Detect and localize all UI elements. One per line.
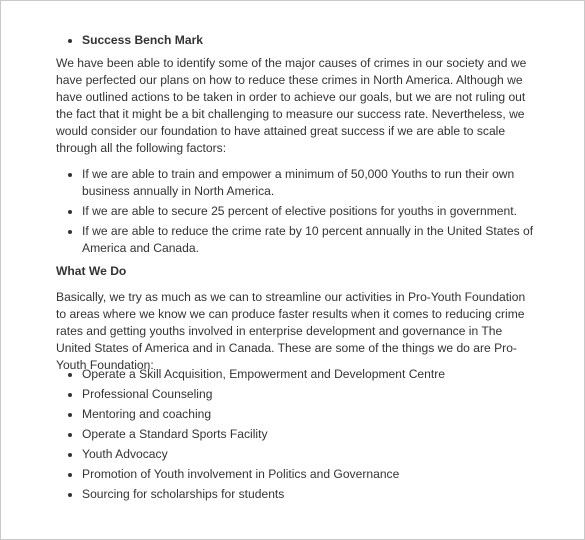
list-item: If we are able to reduce the crime rate by 10 percent annually in the United States of America and Canada. bbox=[56, 223, 536, 257]
what-we-do-paragraph: Basically, we try as much as we can to streamline our activities in Pro-Youth Foundation to areas where we know we can produce faster results when it comes to reducing crime rates and getting youths involved in enterprise development and governance in The United States of America and in Canada. These are some of the things we do are Pro-Youth Foundation: bbox=[56, 290, 526, 372]
activities-list bbox=[56, 366, 536, 506]
intro-paragraph: We have been able to identify some of the major causes of crimes in our society and we have perfected our plans on how to reduce these crimes in North America. Although we have outlined actions to be taken in order to achieve our goals, but we are not ruling out the fact that it might be a bit challenging to measure our success rate. Nevertheless, we would consider our foundation to have attained great success if we are able to scale through all the following factors: bbox=[56, 56, 527, 155]
list-item: Sourcing for scholarships for students bbox=[56, 486, 536, 503]
benchmark-heading-list bbox=[56, 32, 536, 49]
list-item: Professional Counseling bbox=[56, 386, 536, 403]
list-item: Promotion of Youth involvement in Politics and Governance bbox=[56, 466, 536, 483]
list-item: Youth Advocacy bbox=[56, 446, 536, 463]
list-item: If we are able to secure 25 percent of elective positions for youths in government. bbox=[56, 203, 536, 220]
what-we-do-heading: What We Do bbox=[56, 264, 127, 278]
benchmark-heading: Success Bench Mark bbox=[56, 32, 536, 49]
list-item: If we are able to train and empower a minimum of 50,000 Youths to run their own business annually in North America. bbox=[56, 166, 536, 200]
list-item: Operate a Skill Acquisition, Empowerment and Development Centre bbox=[56, 366, 536, 383]
list-item: Operate a Standard Sports Facility bbox=[56, 426, 536, 443]
list-item: Mentoring and coaching bbox=[56, 406, 536, 423]
success-factors-list bbox=[56, 166, 536, 260]
